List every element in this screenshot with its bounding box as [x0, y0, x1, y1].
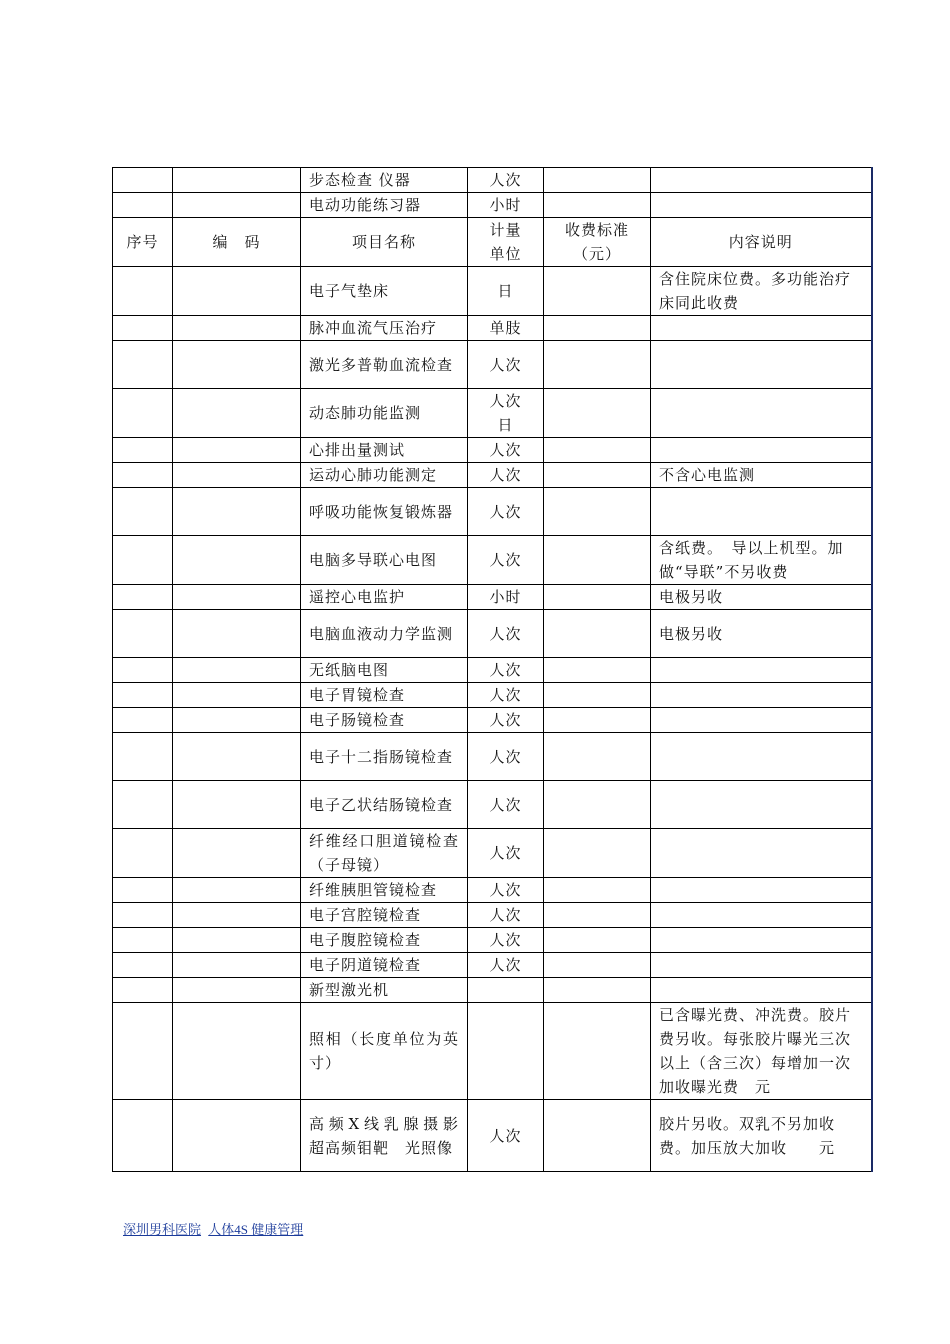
table-row [113, 316, 872, 341]
item-name: 步态检查 仪器 [301, 168, 468, 193]
item-fee [544, 585, 651, 610]
table-row [113, 733, 872, 781]
item-name: 激光多普勒血流检查 [301, 341, 468, 389]
header-unit: 计量 单位 [468, 218, 544, 267]
item-name: 动态肺功能监测 [301, 389, 468, 438]
fee-table [112, 167, 873, 1172]
item-seq [113, 1003, 173, 1100]
header-seq: 序号 [113, 218, 173, 267]
item-fee [544, 463, 651, 488]
item-seq [113, 658, 173, 683]
table-row [113, 878, 872, 903]
item-unit: 人次 [468, 1100, 544, 1172]
item-fee [544, 953, 651, 978]
table-row [113, 193, 872, 218]
table-row [113, 928, 872, 953]
item-unit: 人次 [468, 683, 544, 708]
item-desc [651, 928, 872, 953]
item-desc [651, 658, 872, 683]
item-fee [544, 658, 651, 683]
item-desc [651, 341, 872, 389]
item-unit: 人次 [468, 168, 544, 193]
table-row [113, 341, 872, 389]
item-unit [468, 1003, 544, 1100]
item-name: 无纸脑电图 [301, 658, 468, 683]
item-unit: 单肢 [468, 316, 544, 341]
item-name: 电子胃镜检查 [301, 683, 468, 708]
item-name: 高频X线乳腺摄影 超高频钼靶 光照像 [301, 1100, 468, 1172]
item-code [173, 536, 301, 585]
item-desc: 含住院床位费。多功能治疗床同此收费 [651, 267, 872, 316]
table-row [113, 683, 872, 708]
item-code [173, 829, 301, 878]
item-name: 心排出量测试 [301, 438, 468, 463]
table-row [113, 829, 872, 878]
item-seq [113, 536, 173, 585]
item-name: 电子阴道镜检查 [301, 953, 468, 978]
item-desc: 已含曝光费、冲洗费。胶片费另收。每张胶片曝光三次以上（含三次）每增加一次加收曝光费 元 [651, 1003, 872, 1100]
item-unit: 人次 [468, 733, 544, 781]
table-row [113, 389, 872, 438]
item-name: 电动功能练习器 [301, 193, 468, 218]
item-unit: 人次 日 [468, 389, 544, 438]
item-fee [544, 683, 651, 708]
item-desc [651, 708, 872, 733]
item-fee [544, 781, 651, 829]
table-row [113, 781, 872, 829]
item-seq [113, 341, 173, 389]
item-fee [544, 536, 651, 585]
item-seq [113, 1100, 173, 1172]
header-code: 编 码 [173, 218, 301, 267]
item-desc [651, 683, 872, 708]
item-code [173, 928, 301, 953]
item-fee [544, 316, 651, 341]
item-code [173, 267, 301, 316]
item-desc [651, 978, 872, 1003]
item-fee [544, 903, 651, 928]
item-desc [651, 389, 872, 438]
table-row [113, 585, 872, 610]
item-fee [544, 389, 651, 438]
item-fee [544, 978, 651, 1003]
item-fee [544, 928, 651, 953]
item-code [173, 683, 301, 708]
table-row [113, 438, 872, 463]
table-row [113, 536, 872, 585]
item-desc [651, 953, 872, 978]
item-name: 脉冲血流气压治疗 [301, 316, 468, 341]
item-unit: 小时 [468, 585, 544, 610]
item-desc: 胶片另收。双乳不另加收费。加压放大加收 元 [651, 1100, 872, 1172]
table-row [113, 463, 872, 488]
item-seq [113, 708, 173, 733]
item-code [173, 488, 301, 536]
table-row [113, 953, 872, 978]
item-code [173, 585, 301, 610]
table-row [113, 708, 872, 733]
item-name: 电子乙状结肠镜检查 [301, 781, 468, 829]
table-header-row [113, 218, 872, 267]
item-seq [113, 829, 173, 878]
item-desc: 电极另收 [651, 585, 872, 610]
item-fee [544, 438, 651, 463]
table-row [113, 978, 872, 1003]
item-code [173, 781, 301, 829]
item-name: 遥控心电监护 [301, 585, 468, 610]
footer-link-health[interactable]: 人体4S 健康管理 [208, 1222, 304, 1237]
item-desc [651, 733, 872, 781]
item-seq [113, 781, 173, 829]
table-row [113, 267, 872, 316]
item-name: 电脑多导联心电图 [301, 536, 468, 585]
item-seq [113, 953, 173, 978]
item-fee [544, 610, 651, 658]
item-unit: 人次 [468, 658, 544, 683]
item-name: 纤维经口胆道镜检查（子母镜） [301, 829, 468, 878]
item-code [173, 341, 301, 389]
item-seq [113, 267, 173, 316]
item-code [173, 463, 301, 488]
item-fee [544, 733, 651, 781]
item-code [173, 903, 301, 928]
table-row [113, 903, 872, 928]
footer-links [123, 1219, 307, 1238]
item-name: 电子腹腔镜检查 [301, 928, 468, 953]
item-fee [544, 708, 651, 733]
item-code [173, 953, 301, 978]
item-desc [651, 438, 872, 463]
item-seq [113, 610, 173, 658]
item-seq [113, 683, 173, 708]
item-name: 电子气垫床 [301, 267, 468, 316]
item-unit: 人次 [468, 488, 544, 536]
item-desc [651, 488, 872, 536]
item-unit: 人次 [468, 829, 544, 878]
header-fee: 收费标准 （元） [544, 218, 651, 267]
item-seq [113, 585, 173, 610]
item-fee [544, 488, 651, 536]
item-unit [468, 978, 544, 1003]
item-unit: 人次 [468, 463, 544, 488]
table-row [113, 658, 872, 683]
table-body [113, 267, 872, 1172]
table-row [113, 488, 872, 536]
item-code [173, 610, 301, 658]
table-row [113, 1003, 872, 1100]
item-seq [113, 463, 173, 488]
item-seq [113, 389, 173, 438]
item-name: 照相（长度单位为英寸） [301, 1003, 468, 1100]
item-code [173, 878, 301, 903]
item-unit: 日 [468, 267, 544, 316]
item-seq [113, 488, 173, 536]
item-unit: 人次 [468, 708, 544, 733]
item-name: 电子肠镜检查 [301, 708, 468, 733]
item-fee [544, 829, 651, 878]
item-unit: 人次 [468, 781, 544, 829]
item-code [173, 733, 301, 781]
item-unit: 小时 [468, 193, 544, 218]
item-code [173, 978, 301, 1003]
item-fee [544, 267, 651, 316]
item-unit: 人次 [468, 878, 544, 903]
item-seq [113, 978, 173, 1003]
item-name: 电子宫腔镜检查 [301, 903, 468, 928]
header-desc: 内容说明 [651, 218, 872, 267]
item-code [173, 316, 301, 341]
item-desc [651, 168, 872, 193]
item-name: 纤维胰胆管镜检查 [301, 878, 468, 903]
item-code [173, 658, 301, 683]
item-unit: 人次 [468, 610, 544, 658]
item-name: 电子十二指肠镜检查 [301, 733, 468, 781]
item-desc [651, 193, 872, 218]
table-row [113, 610, 872, 658]
item-seq [113, 733, 173, 781]
item-desc [651, 316, 872, 341]
item-desc [651, 878, 872, 903]
table-row [113, 1100, 872, 1172]
header-name: 项目名称 [301, 218, 468, 267]
item-desc [651, 781, 872, 829]
item-seq [113, 438, 173, 463]
item-fee [544, 341, 651, 389]
item-code [173, 1003, 301, 1100]
item-code [173, 389, 301, 438]
item-code [173, 1100, 301, 1172]
item-unit: 人次 [468, 438, 544, 463]
item-desc [651, 903, 872, 928]
item-seq [113, 903, 173, 928]
item-seq [113, 316, 173, 341]
item-name: 运动心肺功能测定 [301, 463, 468, 488]
item-name: 电脑血液动力学监测 [301, 610, 468, 658]
item-code [173, 438, 301, 463]
item-desc: 电极另收 [651, 610, 872, 658]
item-unit: 人次 [468, 928, 544, 953]
table-row [113, 168, 872, 193]
item-fee [544, 878, 651, 903]
item-desc: 含纸费。 导以上机型。加做“导联”不另收费 [651, 536, 872, 585]
item-unit: 人次 [468, 953, 544, 978]
item-fee [544, 1003, 651, 1100]
item-name: 呼吸功能恢复锻炼器 [301, 488, 468, 536]
item-desc [651, 829, 872, 878]
item-unit: 人次 [468, 536, 544, 585]
item-fee [544, 1100, 651, 1172]
item-code [173, 708, 301, 733]
item-name: 新型激光机 [301, 978, 468, 1003]
item-unit: 人次 [468, 903, 544, 928]
item-seq [113, 928, 173, 953]
item-unit: 人次 [468, 341, 544, 389]
item-desc: 不含心电监测 [651, 463, 872, 488]
footer-link-hospital[interactable]: 深圳男科医院 [123, 1222, 202, 1237]
item-seq [113, 878, 173, 903]
